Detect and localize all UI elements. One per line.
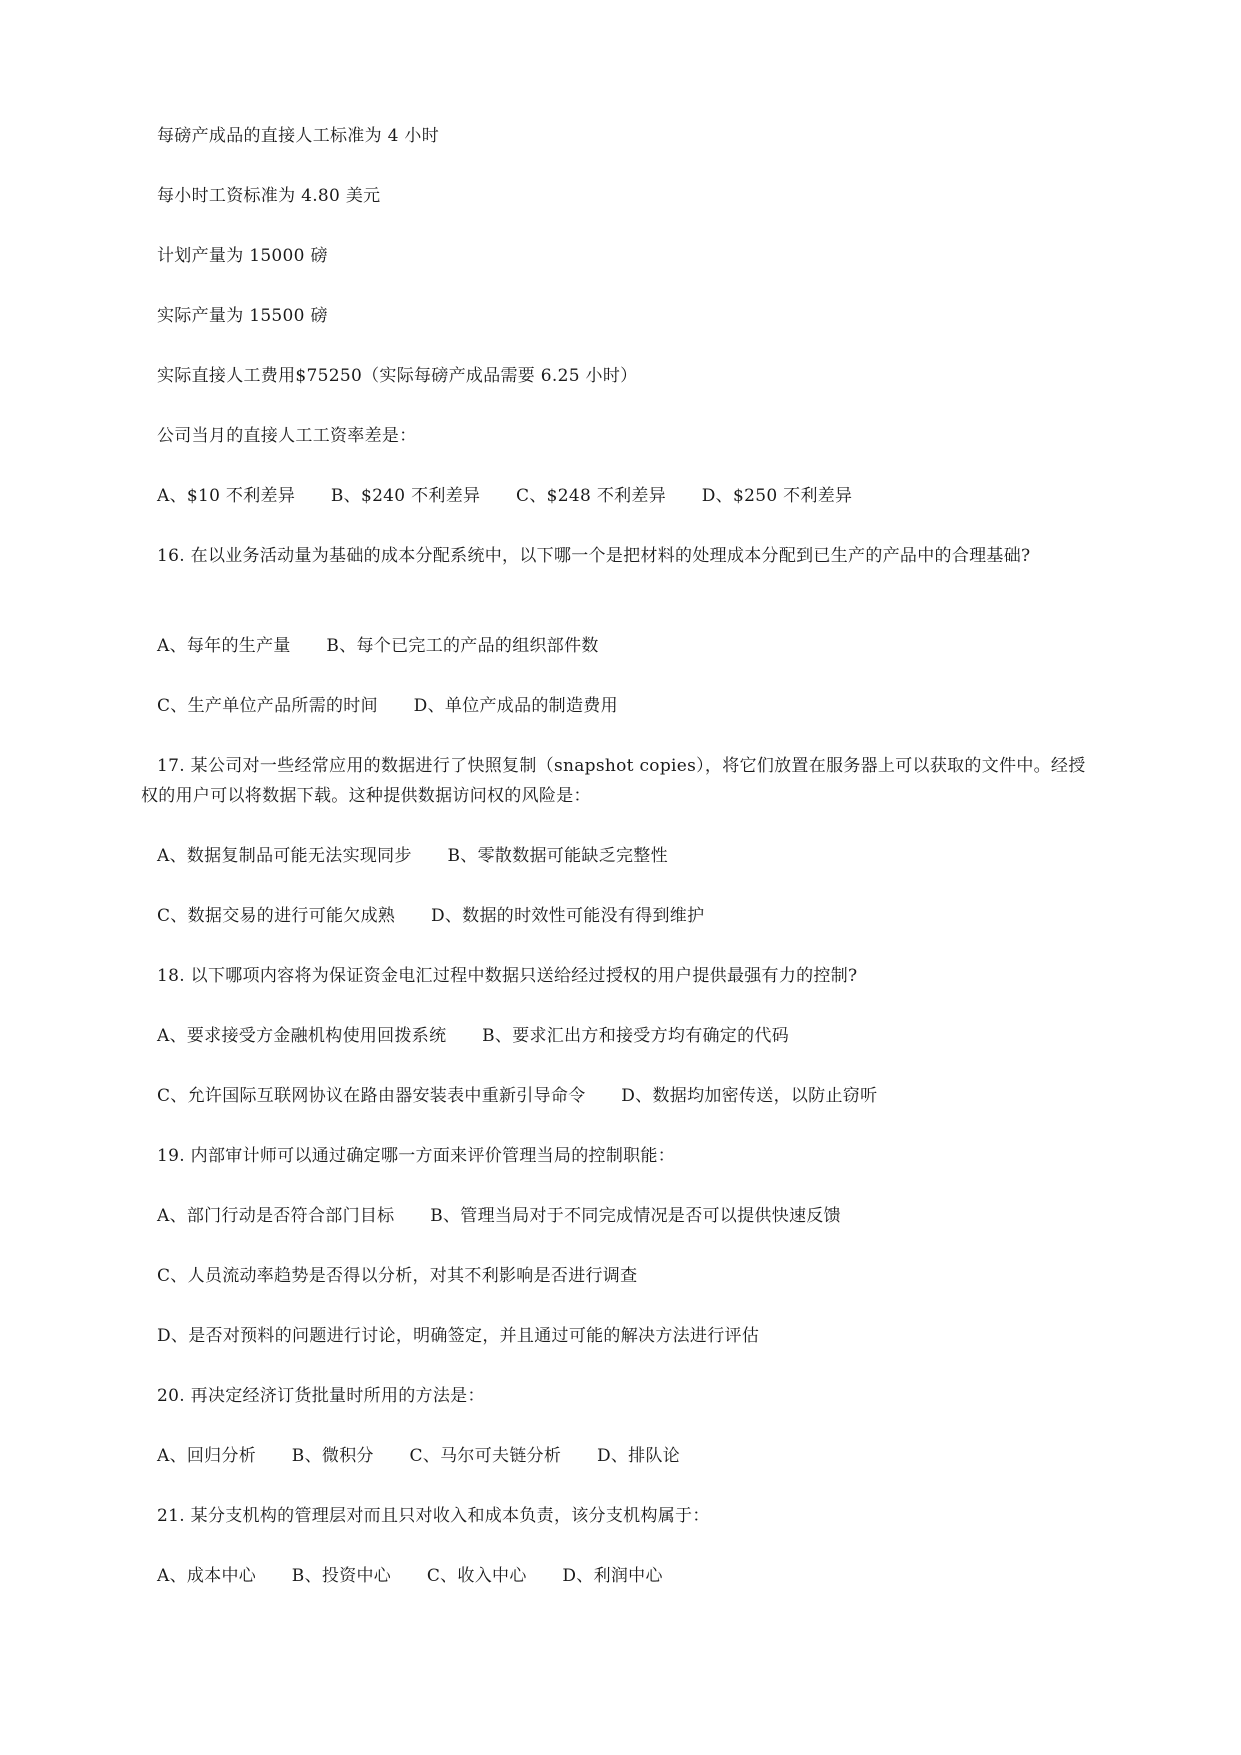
option-row: [157, 484, 852, 508]
option-c: C、马尔可夫链分析: [409, 1446, 562, 1466]
question-stem: 18. 以下哪项内容将为保证资金电汇过程中数据只送给经过授权的用户提供最强有力的控制?: [157, 966, 858, 986]
option-row: [157, 1084, 877, 1108]
option-row: [157, 1444, 680, 1468]
question-stem: 20. 再决定经济订货批量时所用的方法是：: [157, 1386, 485, 1406]
question-stem: 21. 某分支机构的管理层对而且只对收入和成本负责，该分支机构属于：: [157, 1506, 710, 1526]
option-a: A、部门行动是否符合部门目标: [157, 1206, 395, 1226]
option-row: [157, 1204, 841, 1228]
text-line: 计划产量为 15000 磅: [157, 246, 328, 266]
option-row: [157, 1024, 789, 1048]
option-c: C、$248 不利差异: [516, 486, 667, 506]
option-d: D、数据的时效性可能没有得到维护: [430, 906, 705, 926]
option-c: C、数据交易的进行可能欠成熟: [157, 906, 396, 926]
option-d: D、单位产成品的制造费用: [413, 696, 618, 716]
option-d: D、排队论: [596, 1446, 681, 1466]
option-a: A、成本中心: [157, 1566, 257, 1586]
option-a: A、回归分析: [157, 1446, 257, 1466]
option-row: [157, 694, 618, 718]
option-d: D、利润中心: [562, 1566, 663, 1586]
option-row: [157, 634, 599, 658]
option-row: [157, 844, 668, 868]
text-line: 每小时工资标准为 4.80 美元: [157, 186, 381, 206]
text-line: 每磅产成品的直接人工标准为 4 小时: [157, 126, 440, 146]
option-row: [157, 1564, 663, 1588]
option-row: [157, 904, 704, 928]
option-a: A、要求接受方金融机构使用回拨系统: [157, 1026, 447, 1046]
option-c: C、生产单位产品所需的时间: [157, 696, 378, 716]
question-prompt: 公司当月的直接人工工资率差是：: [157, 426, 417, 446]
option-b: B、微积分: [291, 1446, 374, 1466]
option-d: D、是否对预料的问题进行讨论，明确签定，并且通过可能的解决方法进行评估: [157, 1326, 760, 1346]
option-c: C、收入中心: [426, 1566, 527, 1586]
question-stem: 17. 某公司对一些经常应用的数据进行了快照复制（snapshot copies），将它们放置在服务器上可以获取的文件中。经授: [157, 756, 1086, 776]
option-b: B、每个已完工的产品的组织部件数: [326, 636, 599, 656]
option-b: B、投资中心: [291, 1566, 392, 1586]
text-line: 实际产量为 15500 磅: [157, 306, 328, 326]
option-a: A、$10 不利差异: [157, 486, 296, 506]
option-b: B、$240 不利差异: [330, 486, 481, 506]
option-d: D、数据均加密传送，以防止窃听: [621, 1086, 878, 1106]
question-stem-continued: 权的用户可以将数据下载。这种提供数据访问权的风险是：: [141, 786, 591, 806]
question-stem: 16. 在以业务活动量为基础的成本分配系统中，以下哪一个是把材料的处理成本分配到已生产的产品中的合理基础?: [157, 546, 1031, 566]
option-d: D、$250 不利差异: [701, 486, 853, 506]
text-line: 实际直接人工费用$75250（实际每磅产成品需要 6.25 小时）: [157, 366, 638, 386]
option-b: B、管理当局对于不同完成情况是否可以提供快速反馈: [430, 1206, 841, 1226]
option-c: C、人员流动率趋势是否得以分析，对其不利影响是否进行调查: [157, 1266, 638, 1286]
option-a: A、每年的生产量: [157, 636, 291, 656]
option-a: A、数据复制品可能无法实现同步: [157, 846, 412, 866]
option-c: C、允许国际互联网协议在路由器安装表中重新引导命令: [157, 1086, 586, 1106]
question-stem: 19. 内部审计师可以通过确定哪一方面来评价管理当局的控制职能：: [157, 1146, 676, 1166]
option-b: B、零散数据可能缺乏完整性: [447, 846, 668, 866]
option-b: B、要求汇出方和接受方均有确定的代码: [482, 1026, 790, 1046]
